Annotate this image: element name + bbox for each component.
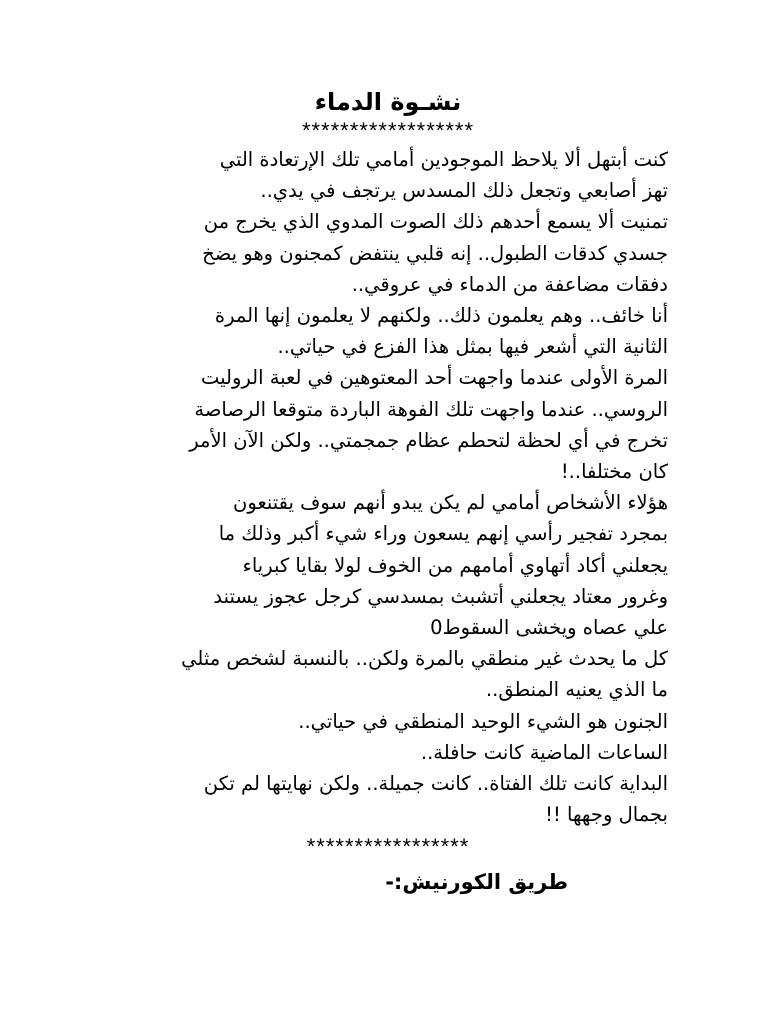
text-line: تخرج في أي لحظة لتحطم عظام جمجمتي.. ولكن الآن الأمر: [189, 428, 668, 452]
text-line: الجنون هو الشيء الوحيد المنطقي في حياتي..: [298, 709, 668, 733]
text-line: بمجرد تفجير رأسي إنهم يسعون وراء شيء أكبر وذلك ما: [218, 522, 668, 546]
text-line: علي عصاه ويخشى السقوط0: [430, 616, 668, 640]
text-line: الروسي.. عندما واجهت تلك الفوهة الباردة متوقعا الرصاصة: [194, 397, 668, 421]
text-line: جسدي كدقات الطبول.. إنه قلبي ينتفض كمجنون وهو يضخ: [202, 241, 668, 265]
text-line: تهز أصابعي وتجعل ذلك المسدس يرتجف في يدي..: [260, 179, 668, 203]
text-line: البداية كانت تلك الفتاة.. كانت جميلة.. ولكن نهايتها لم تكن: [203, 772, 668, 796]
text-line: كنت أبتهل ألا يلاحظ الموجودين أمامي تلك الإرتعادة التي: [219, 148, 668, 171]
text-line: كان مختلفا..!: [560, 460, 668, 484]
text-line: دفقات مضاعفة من الدماء في عروقي..: [351, 272, 668, 296]
text-line: المرة الأولى عندما واجهت أحد المعتوهين في لعبة الروليت: [200, 366, 668, 390]
text-line: وغرور معتاد يجعلني أتشبث بمسدسي كرجل عجوز يستند: [213, 584, 668, 608]
text-line: ما الذي يعنيه المنطق..: [485, 678, 668, 702]
section-heading: طريق الكورنيش:-: [385, 870, 568, 895]
text-line: الساعات الماضية كانت حافلة..: [420, 740, 668, 764]
text-line: بجمال وجهها !!: [545, 803, 668, 827]
document-title: نشـوة الدماء: [314, 88, 462, 116]
text-line: أنا خائف.. وهم يعلمون ذلك.. ولكنهم لا يعلمون إنها المرة: [214, 304, 668, 328]
separator-top: ******************: [301, 118, 475, 143]
text-line: الثانية التي أشعر فيها بمثل هذا الفزع في حياتي..: [277, 335, 668, 359]
document-page: [108, 86, 668, 898]
document-body: [108, 144, 668, 830]
text-line: هؤلاء الأشخاص أمامي لم يكن يبدو أنهم سوف يقتنعون: [233, 491, 668, 515]
text-line: تمنيت ألا يسمع أحدهم ذلك الصوت المدوي الذي يخرج من: [203, 210, 668, 234]
text-line: كل ما يحدث غير منطقي بالمرة ولكن.. بالنسبة لشخص مثلي: [181, 647, 668, 671]
text-line: يجعلني أكاد أتهاوي أمامهم من الخوف لولا بقايا كبرياء: [242, 553, 668, 577]
separator-bottom: *****************: [306, 834, 470, 860]
